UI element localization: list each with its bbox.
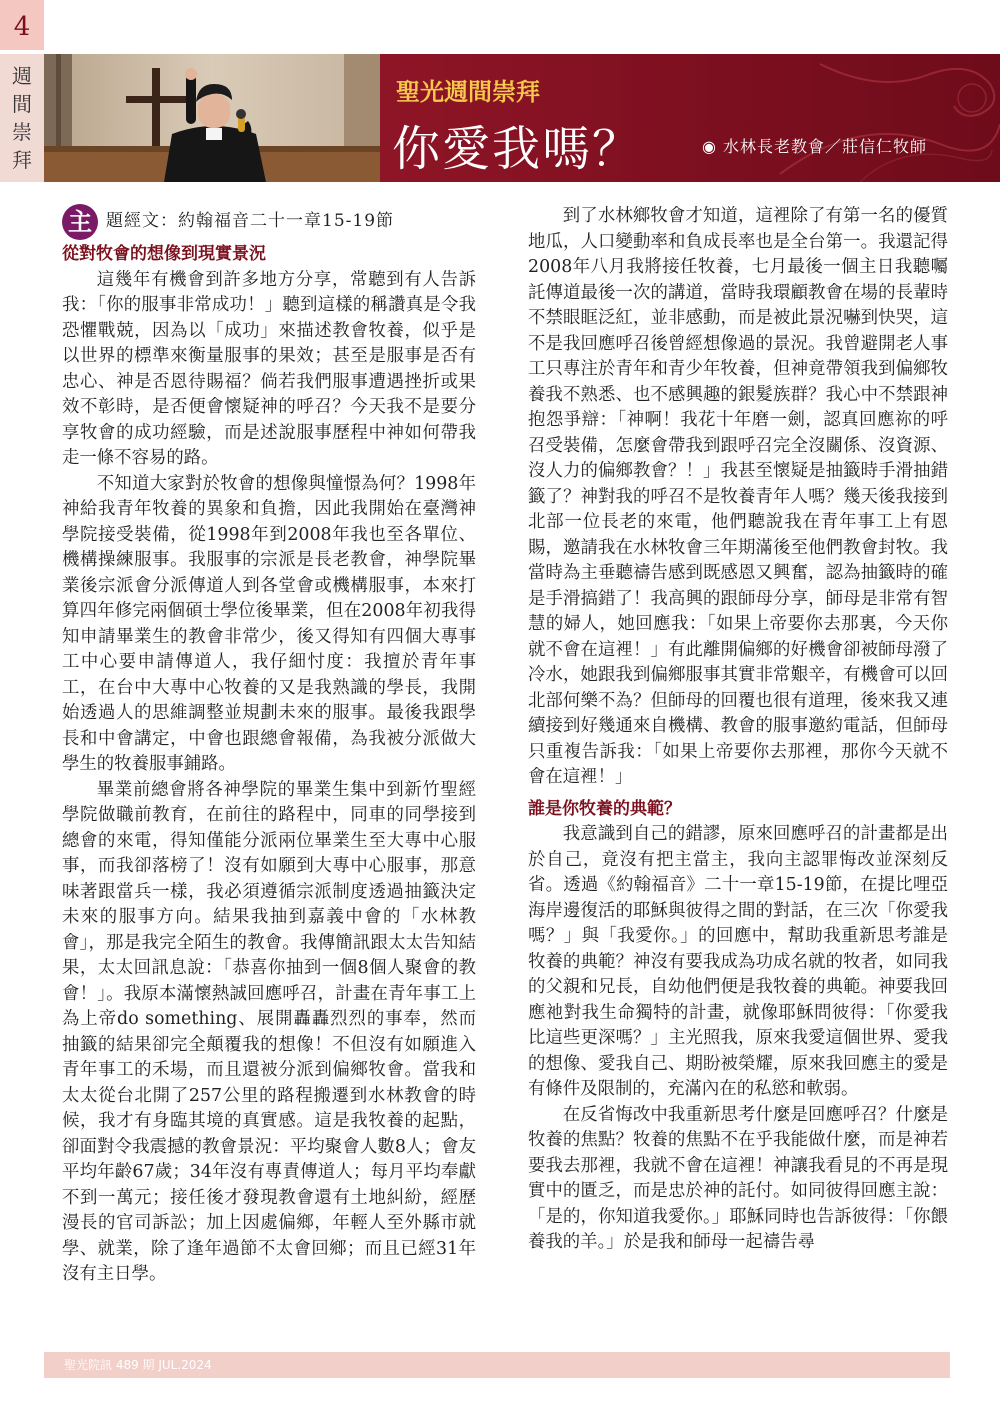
section-tab-char: 崇 (12, 120, 32, 144)
section-heading: 從對牧會的想像到現實景況 (62, 244, 266, 264)
section-tab (0, 54, 44, 182)
section-tab-char: 間 (12, 92, 32, 116)
left-column (62, 204, 476, 1288)
header-banner (380, 54, 1000, 182)
scripture-reference (62, 204, 476, 240)
paragraph: 在反省悔改中我重新思考什麼是回應呼召？什麼是牧養的焦點？牧養的焦點不在乎我能做什麼，而是神若要我去那裡，我就不會在這裡！神讓我看見的不再是現實中的匱乏，而是忠於神的託付。如同彼得回應主說：「是的，你知道我愛你。」耶穌同時也告訴彼得：「你餵養我的羊。」於是我和師母一起禱告尋 (528, 1104, 948, 1252)
right-column (528, 204, 948, 1256)
article-title: 你愛我嗎？ (392, 121, 643, 177)
paragraph: 畢業前總會將各神學院的畢業生集中到新竹聖經學院做職前教育，在前往的路程中，同車的同學接到總會的來電，得知僅能分派兩位畢業生至大專中心服事，而我卻落榜了！沒有如願到大專中心服事，那意味著跟當兵一樣，我必須遵循宗派制度透過抽籤決定未來的服事方向。結果我抽到嘉義中會的「水林教會」，那是我完全陌生的教會。我傳簡訊跟太太告知結果，太太回訊息說：「恭喜你抽到一個8個人聚會的教會！」。我原本滿懷熱誠回應呼召，計畫在青年事工上為上帝do something、展開轟轟烈烈的事奉，然而抽籤的結果卻完全顛覆我的想像！不但沒有如願進入青年事工的禾場，而且還被分派到偏鄉牧會。當我和太太從台北開了257公里的路程搬遷到水林教會的時候，我才有身臨其境的真實感。這是我牧養的起點，卻面對令我震撼的教會景況：平均聚會人數8人；會友平均年齡67歲；34年沒有專責傳道人；每月平均奉獻不到一萬元；接任後才發現教會還有土地糾紛，經歷漫長的官司訴訟；加上因處偏鄉，年輕人至外縣市就學、就業，除了逢年過節不太會回鄉；而且已經31年沒有主日學。 (62, 779, 476, 1284)
article-author: ◉ 水林長老教會／莊信仁牧師 (702, 137, 928, 156)
issue-footer: 聖光院訊 489 期 JUL.2024 (44, 1352, 950, 1378)
paragraph: 到了水林鄉牧會才知道，這裡除了有第一名的優質地瓜，人口變動率和負成長率也是全台第一。我還記得2008年八月我將接任牧養，七月最後一個主日我聽囑託傳道最後一次的講道，當時我環顧教會在場的長輩時不禁眼眶泛紅，並非感動，而是被此景況嚇到快哭，這不是我回應呼召後曾經想像過的景況。我曾避開老人事工只專注於青年和青少年牧養，但神竟帶領我到偏鄉牧養我不熟悉、也不感興趣的銀髮族群？我心中不禁跟神抱怨爭辯：「神啊！我花十年磨一劍，認真回應祢的呼召受裝備，怎麼會帶我到跟呼召完全沒關係、沒資源、沒人力的偏鄉教會？！」我甚至懷疑是抽籤時手滑抽錯籤了？神對我的呼召不是牧養青年人嗎？幾天後我接到北部一位長老的來電，他們聽說我在青年事工上有恩賜，邀請我在水林牧會三年期滿後至他們教會封牧。我當時為主垂聽禱告感到既感恩又興奮，認為抽籤時的確是手滑搞錯了！我高興的跟師母分享，師母是非常有智慧的婦人，她回應我：「如果上帝要你去那裏，今天你就不會在這裡！」有此離開偏鄉的好機會卻被師母潑了冷水，她跟我到偏鄉服事其實非常艱辛，有機會可以回北部何樂不為？但師母的回覆也很有道理，後來我又連續接到好幾通來自機構、教會的服事邀約電話，但師母只重複告訴我：「如果上帝要你去那裡，那你今天就不會在這裡！」 (528, 206, 948, 787)
paragraph: 我意識到自己的錯謬，原來回應呼召的計畫都是出於自己，竟沒有把主當主，我向主認罪悔改並深刻反省。透過《約翰福音》二十一章15-19節，在提比哩亞海岸邊復活的耶穌與彼得之間的對話，在三次「你愛我嗎？」與「我愛你。」的回應中，幫助我重新思考誰是牧養的典範？神沒有要我成為功成名就的牧者，如同我的父親和兄長，自幼他們便是我牧養的典範。神要我回應祂對我生命獨特的計畫，就像耶穌問彼得：「你愛我比這些更深嗎？」主光照我，原來我愛這個世界、愛我的想像、愛我自己、期盼被榮耀，原來我回應主的愛是有條件及限制的，充滿內在的私慾和軟弱。 (528, 824, 948, 1099)
section-heading: 誰是你牧養的典範？ (528, 798, 681, 819)
swirl-ornament (740, 54, 1000, 182)
section-tab-char: 拜 (12, 148, 32, 172)
pastor-photo-illustration (44, 54, 380, 182)
paragraph: 不知道大家對於牧會的想像與憧憬為何？1998年神給我青年牧養的異象和負擔，因此我開始在臺灣神學院接受裝備，從1998年到2008年我也至各單位、機構操練服事。我服事的宗派是長老教會，神學院畢業後宗派會分派傳道人到各堂會或機構服事，本來打算四年修完兩個碩士學位後畢業，但在2008年初我得知申請畢業生的教會非常少，後又得知有四個大專事工中心要申請傳道人，我仔細忖度：我擅於青年事工，在台中大專中心牧養的又是我熟識的學長，我開始透過人的思維調整並規劃未來的服事。最後我跟學長和中會講定，中會也跟總會報備，為我被分派做大學生的牧養服事鋪路。 (62, 473, 476, 774)
page-number: 4 (0, 0, 44, 50)
drop-cap: 主 (62, 204, 98, 240)
pastor-photo (44, 54, 380, 182)
section-tab-char: 週 (12, 64, 32, 88)
paragraph: 這幾年有機會到許多地方分享，常聽到有人告訴我：「你的服事非常成功！」聽到這樣的稱讚真是令我恐懼戰兢，因為以「成功」來描述教會牧養，似乎是以世界的標準來衡量服事的果效；甚至是服事是否有忠心、神是否恩待賜福？倘若我們服事遭遇挫折或果效不彰時，是否便會懷疑神的呼召？今天我不是要分享牧會的成功經驗，而是述說服事歷程中神如何帶我走一條不容易的路。 (62, 269, 476, 468)
scripture-text: 題經文：約翰福音二十一章15-19節 (106, 211, 395, 232)
column-kicker: 聖光週間崇拜 (396, 77, 540, 106)
